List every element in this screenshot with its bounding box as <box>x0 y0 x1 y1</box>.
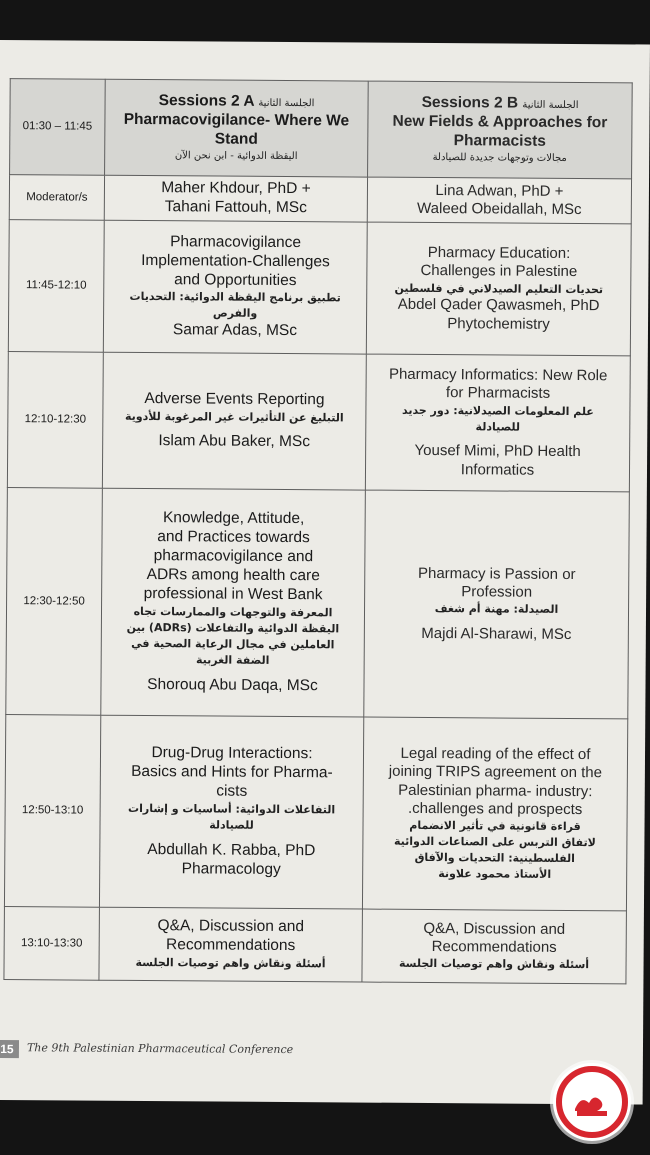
session-b-label <box>373 93 628 114</box>
session-a-title: Sessions 2 A <box>158 92 255 110</box>
session-schedule-table <box>3 78 632 984</box>
talk-title-line: Pharmacy is Passion or <box>417 564 576 583</box>
talk-title-line: Challenges in Palestine <box>420 262 578 281</box>
schedule-row <box>6 488 630 719</box>
talk-title-line: Tahani Fattouh, MSc <box>164 198 307 217</box>
schedule-row <box>8 220 631 356</box>
talk-title-line: and Opportunities <box>174 270 297 289</box>
conference-title: The 9th Palestinian Pharmaceutical Conference <box>26 1041 294 1057</box>
schedule-row <box>4 715 627 911</box>
schedule-body <box>4 175 632 984</box>
schedule-row <box>9 175 631 224</box>
session-b-cell <box>367 177 631 224</box>
talk-title-arabic-line: الأستاذ محمود علاونة <box>438 867 552 881</box>
speaker-line: Phytochemistry <box>447 314 550 333</box>
talk-title-arabic-line: للصيادلة <box>209 818 254 832</box>
session-a-cell <box>103 220 367 354</box>
talk-title-line: Recommendations <box>166 936 296 955</box>
talk-title-arabic-line: أسئلة ونقاش واهم توصيات الجلسة <box>398 957 590 972</box>
talk-title-arabic-line: العاملين في مجال الرعاية الصحية في <box>131 636 335 652</box>
talk-title-line: Pharmacy Education: <box>427 243 571 262</box>
time-slot: 13:10-13:30 <box>4 907 100 981</box>
talk-title-arabic-line: المعرفة والتوجهات والممارسات تجاه <box>133 604 333 620</box>
session-b-header <box>368 81 633 179</box>
speaker-line: Abdel Qader Qawasmeh, PhD <box>397 296 600 315</box>
session-b-cell <box>364 490 630 719</box>
talk-title-line: Pharmacovigilance <box>170 232 302 251</box>
talk-title-arabic-line: أسئلة ونقاش واهم توصيات الجلسة <box>135 955 326 971</box>
talk-title-arabic-line: الفلسطينية: التحديات والآفاق <box>414 851 576 866</box>
page-number: 15 <box>0 1040 19 1058</box>
speaker-line: Islam Abu Baker, MSc <box>158 432 311 451</box>
talk-title-line: Maher Khdour, PhD + <box>161 179 311 198</box>
talk-title-arabic-line: تحديات التعليم الصيدلاني في فلسطين <box>394 281 604 296</box>
session-a-header <box>105 79 369 177</box>
watermark-logo <box>553 1063 631 1141</box>
speaker-line: Pharmacology <box>181 860 281 878</box>
speaker-line: Yousef Mimi, PhD Health <box>414 442 581 461</box>
speaker-line: Majdi Al-Sharawi, MSc <box>421 625 572 644</box>
talk-title-line: Legal reading of the effect of <box>400 744 591 764</box>
talk-title-arabic-line: التبليغ عن التأثيرات غير المرغوبة للأدوية <box>124 409 344 424</box>
time-slot: 12:50-13:10 <box>4 715 100 908</box>
talk-title-line: ADRs among health care <box>146 566 320 585</box>
talk-title-arabic-line: التفاعلات الدوائية: أساسيات و إشارات <box>128 801 336 817</box>
session-a-title-arabic: الجلسة الثانية <box>258 97 315 110</box>
time-slot: 12:10-12:30 <box>7 352 103 489</box>
talk-title-line: Recommendations <box>431 938 557 956</box>
talk-title-line: Waleed Obeidallah, MSc <box>417 199 582 219</box>
session-a-theme: Pharmacovigilance- Where We Stand <box>123 110 350 148</box>
talk-title-arabic-line: لاتفاق التربس على الصناعات الدوائية <box>393 834 596 850</box>
talk-title-arabic-line: الصيدلة: مهنة أم شغف <box>434 602 559 617</box>
talk-title-arabic-line: علم المعلومات الصيدلانية: دور جديد <box>401 403 594 418</box>
talk-title-line: Profession <box>461 583 533 601</box>
speaker-line: Samar Adas, MSc <box>172 321 298 340</box>
session-a-cell <box>104 175 367 222</box>
speaker-line: Shorouq Abu Daqa, MSc <box>147 675 318 694</box>
talk-title-line: Lina Adwan, PhD + <box>435 181 564 200</box>
session-b-cell <box>366 222 631 356</box>
speaker-line: Informatics <box>460 460 535 479</box>
talk-title-line: Palestinian pharma- industry: <box>398 781 593 800</box>
program-page <box>0 40 650 1105</box>
session-a-theme-arabic: اليقظة الدوائية - ابن نحن الآن <box>174 149 298 162</box>
session-time-range: 01:30 – 11:45 <box>10 79 106 176</box>
session-b-cell <box>362 909 627 984</box>
speaker-line: Abdullah K. Rabba, PhD <box>147 840 316 860</box>
session-b-title-arabic: الجلسة الثانية <box>522 99 579 111</box>
schedule-header-row <box>10 79 633 179</box>
talk-title-line: cists <box>216 782 248 800</box>
talk-title-line: Q&A, Discussion and <box>423 919 566 938</box>
talk-title-line: Drug-Drug Interactions: <box>151 744 313 763</box>
talk-title-line: pharmacovigilance and <box>153 547 314 566</box>
talk-title-line: Pharmacy Informatics: New Role <box>388 365 608 385</box>
schedule-row <box>4 907 626 984</box>
talk-title-line: Basics and Hints for Pharma- <box>131 763 333 782</box>
schedule-row <box>7 352 630 492</box>
talk-title-line: professional in West Bank <box>143 585 323 604</box>
session-b-title: Sessions 2 B <box>421 93 519 112</box>
session-b-cell <box>362 717 627 911</box>
talk-title-line: for Pharmacists <box>445 384 551 403</box>
talk-title-line: Q&A, Discussion and <box>157 917 305 936</box>
session-a-cell <box>99 907 363 982</box>
talk-title-arabic-line: والفرص <box>212 306 258 321</box>
session-b-theme: New Fields & Approaches for Pharmacists <box>392 112 608 150</box>
session-b-cell <box>365 354 630 492</box>
session-a-cell <box>101 488 366 717</box>
session-a-cell <box>99 715 363 909</box>
talk-title-arabic-line: اليقظة الدوائية والتفاعلات (ADRs) بين <box>126 620 340 636</box>
talk-title-line: Knowledge, Attitude, <box>162 509 305 528</box>
talk-title-arabic-line: تطبيق برنامج اليقظة الدوائية: التحديات <box>129 290 341 305</box>
time-slot: 11:45-12:10 <box>8 220 104 353</box>
session-b-theme-arabic: مجالات وتوجهات جديدة للصيادلة <box>432 151 567 164</box>
talk-title-arabic-line: قراءة قانونية في تأثير الانضمام <box>409 819 581 834</box>
time-slot: 12:30-12:50 <box>6 488 103 716</box>
session-a-cell <box>102 352 366 490</box>
page-footer <box>0 1040 643 1063</box>
talk-title-line: joining TRIPS agreement on the <box>388 763 603 782</box>
talk-title-arabic-line: للصيادلة <box>475 419 521 434</box>
talk-title-line: .challenges and prospects <box>407 799 583 819</box>
session-a-label <box>110 92 364 113</box>
talk-title-line: and Practices towards <box>157 528 310 547</box>
talk-title-line: Implementation-Challenges <box>141 251 330 270</box>
talk-title-arabic-line: الضفة الغربية <box>195 653 270 667</box>
talk-title-line: Adverse Events Reporting <box>144 389 325 408</box>
maan-logo-icon <box>553 1063 631 1141</box>
time-slot: Moderator/s <box>9 175 104 221</box>
